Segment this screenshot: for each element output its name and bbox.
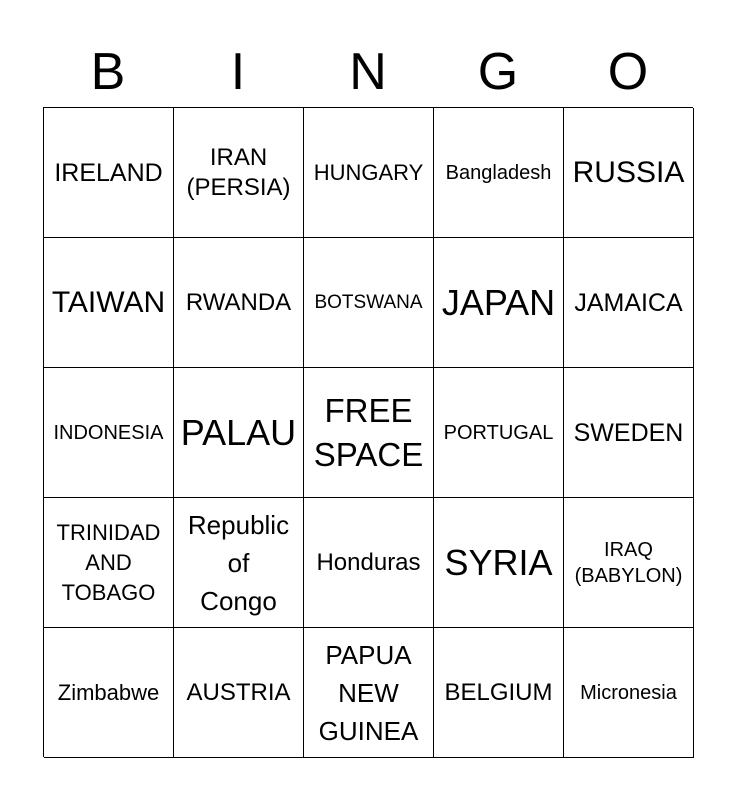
- bingo-cell[interactable]: [304, 628, 434, 758]
- bingo-cell[interactable]: [434, 368, 564, 498]
- header-letter-b: B: [90, 43, 126, 101]
- bingo-board: [43, 107, 693, 757]
- bingo-cell[interactable]: [44, 238, 174, 368]
- cell-label: BELGIUM: [444, 678, 553, 706]
- cell-label: IRELAND: [54, 158, 163, 187]
- cell-label: SWEDEN: [573, 418, 684, 447]
- bingo-cell[interactable]: [434, 498, 564, 628]
- cell-label: INDONESIA: [53, 421, 164, 444]
- cell-label: TAIWAN: [51, 285, 166, 319]
- bingo-cell[interactable]: [564, 368, 694, 498]
- header-letter-g: G: [477, 43, 519, 101]
- bingo-cell[interactable]: [304, 368, 434, 498]
- cell-label: Republic of Congo: [187, 509, 290, 616]
- cell-label: Micronesia: [580, 681, 677, 704]
- bingo-cell[interactable]: [44, 498, 174, 628]
- cell-label: Bangladesh: [445, 161, 552, 184]
- cell-label: RUSSIA: [572, 155, 685, 189]
- header-letter-o: O: [607, 43, 649, 101]
- cell-label: BOTSWANA: [314, 291, 423, 313]
- bingo-cell[interactable]: [434, 238, 564, 368]
- cell-label: PALAU: [180, 411, 297, 453]
- bingo-cell[interactable]: [304, 238, 434, 368]
- cell-label: Zimbabwe: [57, 679, 160, 705]
- bingo-cell[interactable]: [174, 238, 304, 368]
- bingo-cell[interactable]: [564, 498, 694, 628]
- cell-label: PORTUGAL: [443, 421, 554, 444]
- bingo-cell[interactable]: [174, 108, 304, 238]
- bingo-cell[interactable]: [564, 238, 694, 368]
- bingo-cell[interactable]: [304, 498, 434, 628]
- bingo-cell[interactable]: [174, 368, 304, 498]
- bingo-cell[interactable]: [434, 108, 564, 238]
- header-letter-n: N: [349, 43, 387, 101]
- bingo-header: [43, 40, 693, 104]
- cell-label: TRINIDAD AND TOBAGO: [56, 519, 161, 605]
- cell-label: Honduras: [316, 548, 421, 576]
- cell-label: JAPAN: [441, 281, 556, 323]
- cell-label: JAMAICA: [574, 288, 683, 317]
- bingo-cell[interactable]: [174, 628, 304, 758]
- cell-label: SYRIA: [444, 541, 553, 583]
- bingo-cell[interactable]: [304, 108, 434, 238]
- bingo-cell[interactable]: [44, 108, 174, 238]
- bingo-cell[interactable]: [44, 368, 174, 498]
- bingo-cell[interactable]: [44, 628, 174, 758]
- cell-label: HUNGARY: [313, 159, 424, 185]
- bingo-cell[interactable]: [434, 628, 564, 758]
- cell-label: IRAN (PERSIA): [186, 143, 291, 201]
- cell-label: AUSTRIA: [186, 678, 291, 706]
- cell-label: IRAQ (BABYLON): [574, 538, 683, 587]
- bingo-cell[interactable]: [564, 628, 694, 758]
- cell-label: RWANDA: [185, 288, 292, 316]
- free-space-label: FREE SPACE: [313, 391, 424, 473]
- bingo-cell[interactable]: [564, 108, 694, 238]
- header-letter-i: I: [230, 43, 246, 101]
- bingo-cell[interactable]: [174, 498, 304, 628]
- cell-label: PAPUA NEW GUINEA: [318, 639, 419, 746]
